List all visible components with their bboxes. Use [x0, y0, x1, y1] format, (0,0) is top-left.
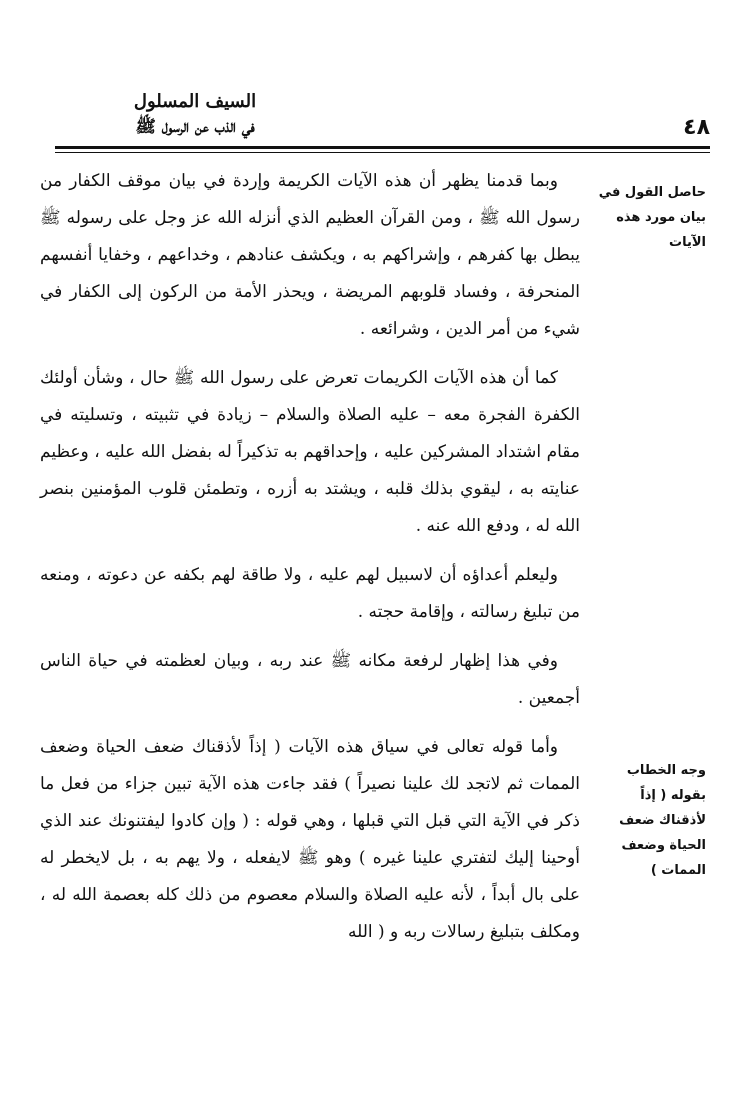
- book-title-line-1: السيف المسلول: [133, 91, 257, 112]
- book-title: [55, 90, 335, 140]
- header-rule-thick: [55, 146, 710, 149]
- book-title-line-2: في الذب عن الرسول ﷺ: [135, 117, 255, 137]
- paragraph-4: وفي هذا إظهار لرفعة مكانه ﷺ عند ربه ، وبيان لعظمته في حياة الناس أجمعين .: [40, 651, 580, 708]
- paragraph-2: كما أن هذه الآيات الكريمات تعرض على رسول الله ﷺ حال ، وشأن أولئك الكفرة الفجرة معه – عليه الصلاة والسلام – زيادة في تثبيته ، وتسليته في مقام اشتداد المشركين عليه ، وإحداقهم به تذكيراً له بفضل الله عليه ، وعظيم عنايته به ، ليقوي بذلك قلبه ، ويشتد به أزره ، وتطمئن قلوب المؤمنين بنصر الله له ، ودفع الله عنه .: [40, 368, 580, 536]
- paragraph-5: وأما قوله تعالى في سياق هذه الآيات ( إذاً لأذقناك ضعف الحياة وضعف الممات ثم لاتجد لك علينا نصيراً ) فقد جاءت هذه الآية تبين جزاء من فعل ما ذكر في الآية التي قبل التي قبلها ، وهي قوله : ( وإن كادوا ليفتنونك عند الذي أوحينا إليك لتفتري علينا غيره ) وهو ﷺ لايفعله ، ولا يهم به ، بل لايخطر له على بال أبداً ، لأنه عليه الصلاة والسلام معصوم من ذلك كله بعصمة الله له ، ومكلف بتبليغ رسالات ربه و ( الله: [40, 737, 580, 942]
- page-number: ٤٨: [683, 115, 710, 140]
- side-note-2: وجه الخطاب بقوله ( إذاً لأذقناك ضعف الحياة وضعف الممات ): [619, 763, 706, 878]
- paragraph-3: وليعلم أعداؤه أن لاسبيل لهم عليه ، ولا طاقة لهم بكفه عن دعوته ، ومنعه من تبليغ رسالته ، وإقامة حجته .: [40, 565, 580, 622]
- page-header: [55, 90, 710, 145]
- side-note-1: حاصل القول في بيان مورد هذه الآيات: [598, 185, 706, 250]
- paragraph-1: وبما قدمنا يظهر أن هذه الآيات الكريمة وإردة في بيان موقف الكفار من رسول الله ﷺ ، ومن القرآن العظيم الذي أنزله الله عز وجل على رسوله ﷺ يبطل بها كفرهم ، وإشراكهم به ، ويكشف عنادهم ، وخداعهم ، وخفايا أنفسهم المنحرفة ، وفساد قلوبهم المريضة ، ويحذر الأمة من الركون إلى الكفار في شيء من أمر الدين ، وشرائعه .: [40, 171, 580, 339]
- main-text: [40, 163, 580, 963]
- header-rule-thin: [55, 152, 710, 153]
